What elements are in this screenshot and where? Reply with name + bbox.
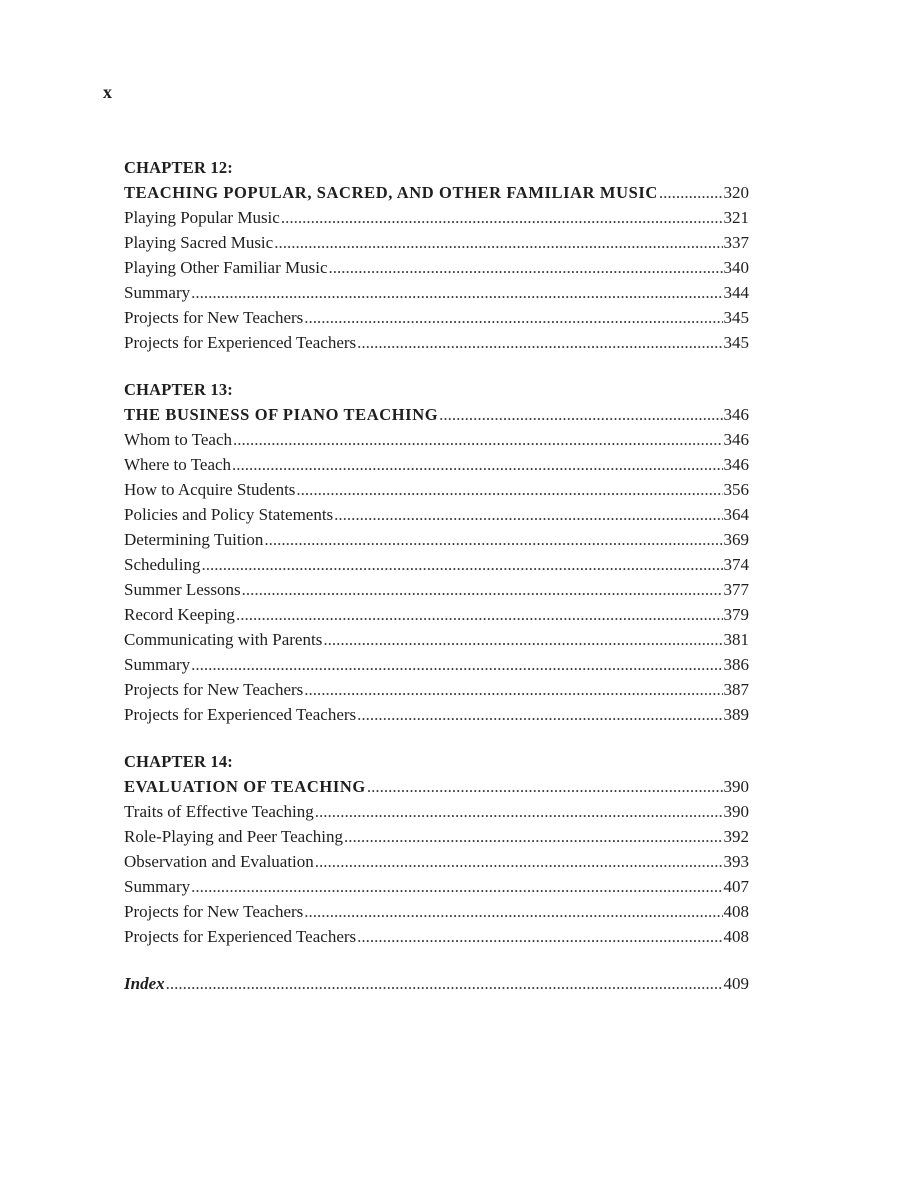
page-ref: 374 bbox=[723, 555, 749, 574]
toc-entry[interactable] bbox=[124, 330, 749, 355]
page-ref: 337 bbox=[723, 233, 749, 252]
toc-entry[interactable] bbox=[124, 824, 749, 849]
dot-leader bbox=[304, 677, 722, 702]
dot-leader bbox=[191, 280, 722, 305]
dot-leader bbox=[315, 799, 723, 824]
chapter-13 bbox=[124, 377, 749, 727]
toc-entry[interactable] bbox=[124, 702, 749, 727]
page-ref: 346 bbox=[723, 405, 749, 424]
entry-title: Where to Teach bbox=[124, 455, 232, 474]
index-entry[interactable] bbox=[124, 971, 749, 996]
toc-entry[interactable] bbox=[124, 502, 749, 527]
dot-leader bbox=[274, 230, 722, 255]
toc-entry[interactable] bbox=[124, 255, 749, 280]
toc-entry[interactable] bbox=[124, 874, 749, 899]
entry-title: Summary bbox=[124, 283, 191, 302]
page-ref: 346 bbox=[723, 455, 749, 474]
index-block bbox=[124, 971, 749, 996]
entry-title: Summary bbox=[124, 877, 191, 896]
entry-title: Role-Playing and Peer Teaching bbox=[124, 827, 343, 846]
chapter-14 bbox=[124, 749, 749, 949]
dot-leader bbox=[439, 402, 722, 427]
page-ref: 408 bbox=[723, 927, 749, 946]
toc-entry[interactable] bbox=[124, 477, 749, 502]
toc-entry[interactable] bbox=[124, 527, 749, 552]
dot-leader bbox=[264, 527, 722, 552]
entry-title: Summary bbox=[124, 655, 191, 674]
page-ref: 386 bbox=[723, 655, 749, 674]
entry-title: Projects for Experienced Teachers bbox=[124, 333, 357, 352]
entry-title: Projects for Experienced Teachers bbox=[124, 705, 357, 724]
chapter-label: CHAPTER 12: bbox=[124, 158, 233, 177]
entry-title: Projects for Experienced Teachers bbox=[124, 927, 357, 946]
page-ref: 390 bbox=[723, 777, 749, 796]
entry-title: How to Acquire Students bbox=[124, 480, 296, 499]
entry-title: Record Keeping bbox=[124, 605, 235, 624]
page-ref: 407 bbox=[723, 877, 749, 896]
toc-entry[interactable] bbox=[124, 205, 749, 230]
toc-entry[interactable] bbox=[124, 899, 749, 924]
chapter-title-row[interactable] bbox=[124, 774, 749, 799]
page-ref: 320 bbox=[723, 183, 749, 202]
page-ref: 369 bbox=[723, 530, 749, 549]
dot-leader bbox=[323, 627, 722, 652]
dot-leader bbox=[659, 180, 723, 205]
dot-leader bbox=[334, 502, 722, 527]
page-ref: 381 bbox=[723, 630, 749, 649]
page-ref: 408 bbox=[723, 902, 749, 921]
page-ref: 389 bbox=[723, 705, 749, 724]
dot-leader bbox=[233, 427, 722, 452]
page-ref: 387 bbox=[723, 680, 749, 699]
toc-entry[interactable] bbox=[124, 452, 749, 477]
dot-leader bbox=[357, 924, 722, 949]
toc-entry[interactable] bbox=[124, 552, 749, 577]
dot-leader bbox=[315, 849, 723, 874]
page-ref: 344 bbox=[723, 283, 749, 302]
toc-entry[interactable] bbox=[124, 652, 749, 677]
page-ref: 340 bbox=[723, 258, 749, 277]
dot-leader bbox=[304, 899, 722, 924]
page-ref: 345 bbox=[723, 333, 749, 352]
page-ref: 356 bbox=[723, 480, 749, 499]
page-number: x bbox=[103, 82, 112, 102]
entry-title: Policies and Policy Statements bbox=[124, 505, 334, 524]
toc-entry[interactable] bbox=[124, 602, 749, 627]
chapter-title: EVALUATION OF TEACHING bbox=[124, 777, 366, 796]
chapter-title-row[interactable] bbox=[124, 402, 749, 427]
page-ref: 321 bbox=[723, 208, 749, 227]
toc-entry[interactable] bbox=[124, 849, 749, 874]
dot-leader bbox=[166, 971, 723, 996]
page-ref: 390 bbox=[723, 802, 749, 821]
dot-leader bbox=[344, 824, 723, 849]
dot-leader bbox=[232, 452, 722, 477]
entry-title: Traits of Effective Teaching bbox=[124, 802, 314, 821]
toc-entry[interactable] bbox=[124, 577, 749, 602]
entry-title: Scheduling bbox=[124, 555, 201, 574]
entry-title: Playing Other Familiar Music bbox=[124, 258, 328, 277]
dot-leader bbox=[357, 702, 722, 727]
toc-entry[interactable] bbox=[124, 627, 749, 652]
page-ref: 392 bbox=[723, 827, 749, 846]
page-ref: 379 bbox=[723, 605, 749, 624]
entry-title: Projects for New Teachers bbox=[124, 308, 304, 327]
page-ref: 346 bbox=[723, 430, 749, 449]
entry-title: Observation and Evaluation bbox=[124, 852, 314, 871]
entry-title: Communicating with Parents bbox=[124, 630, 323, 649]
entry-title: Projects for New Teachers bbox=[124, 902, 304, 921]
toc-entry[interactable] bbox=[124, 924, 749, 949]
dot-leader bbox=[367, 774, 723, 799]
page-ref: 393 bbox=[723, 852, 749, 871]
entry-title: Summer Lessons bbox=[124, 580, 241, 599]
page-ref: 377 bbox=[723, 580, 749, 599]
toc-entry[interactable] bbox=[124, 230, 749, 255]
entry-title: Playing Popular Music bbox=[124, 208, 280, 227]
toc-entry[interactable] bbox=[124, 799, 749, 824]
entry-title: Projects for New Teachers bbox=[124, 680, 304, 699]
chapter-title: THE BUSINESS OF PIANO TEACHING bbox=[124, 405, 439, 424]
dot-leader bbox=[242, 577, 723, 602]
index-title: Index bbox=[124, 974, 165, 993]
page-ref: 409 bbox=[723, 974, 749, 993]
page-ref: 364 bbox=[723, 505, 749, 524]
chapter-title-row[interactable] bbox=[124, 180, 749, 205]
chapter-title: TEACHING POPULAR, SACRED, AND OTHER FAMILIAR MUSIC bbox=[124, 183, 658, 202]
dot-leader bbox=[329, 255, 723, 280]
chapter-12 bbox=[124, 155, 749, 355]
entry-title: Playing Sacred Music bbox=[124, 233, 274, 252]
entry-title: Whom to Teach bbox=[124, 430, 233, 449]
chapter-label: CHAPTER 13: bbox=[124, 380, 233, 399]
entry-title: Determining Tuition bbox=[124, 530, 264, 549]
dot-leader bbox=[281, 205, 723, 230]
dot-leader bbox=[202, 552, 723, 577]
dot-leader bbox=[191, 874, 722, 899]
page-ref: 345 bbox=[723, 308, 749, 327]
dot-leader bbox=[357, 330, 722, 355]
toc-entry[interactable] bbox=[124, 677, 749, 702]
dot-leader bbox=[304, 305, 722, 330]
toc-entry[interactable] bbox=[124, 280, 749, 305]
dot-leader bbox=[236, 602, 723, 627]
toc-entry[interactable] bbox=[124, 427, 749, 452]
dot-leader bbox=[191, 652, 722, 677]
table-of-contents bbox=[124, 155, 749, 996]
dot-leader bbox=[296, 477, 722, 502]
toc-entry[interactable] bbox=[124, 305, 749, 330]
chapter-label: CHAPTER 14: bbox=[124, 752, 233, 771]
